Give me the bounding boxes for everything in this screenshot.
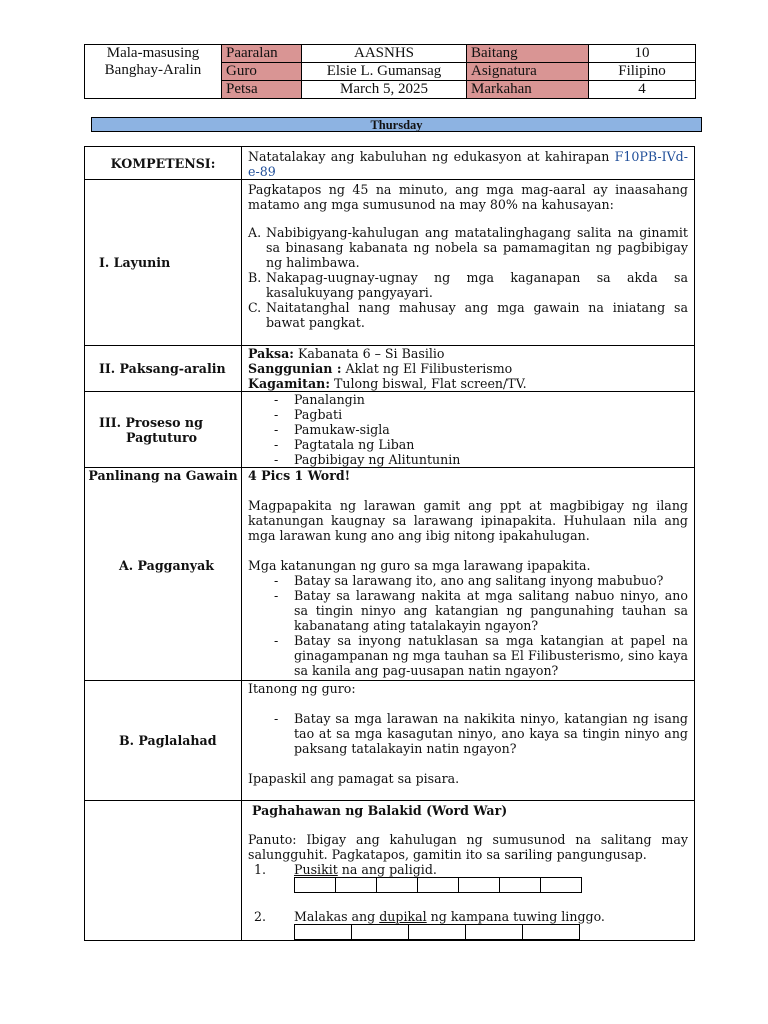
header-table [84,44,696,99]
asignatura-label: Asignatura [467,63,589,81]
list-item: C. Naitatanghal nang mahusay ang mga gawain na iniatang sa bawat pangkat. [248,300,688,330]
layunin-cell [242,180,695,346]
paksang-aralin-label: II. Paksang-aralin [85,346,242,392]
markahan-value: 4 [589,81,696,99]
layunin-list [248,225,688,330]
asignatura-value: Filipino [589,63,696,81]
kompetensi-code: F10PB-IVd-e-89 [248,149,688,179]
baitang-label: Baitang [467,45,589,63]
paksang-aralin-cell: Paksa: Kabanata 6 – Si Basilio Sanggunian : Aklat ng El Filibusterismo Kagamitan: Tulong biswal, Flat screen/TV. [242,346,695,392]
pagganyak-cell [242,468,695,681]
list-item: - Batay sa inyong natuklasan sa mga katangian at papel na ginagampanan ng mga tauhan sa El Filibusterismo, sino kaya sa kanila ang pag-uusapan natin ngayon? [274,633,688,678]
list-item: - Pagbati [274,407,688,422]
list-item: B. Nakapag-uugnay-ugnay ng mga kaganapan sa akda sa kasalukuyang pangyayari. [248,270,688,300]
balakid-item-2: 2. Malakas ang dupikal ng kampana tuwing linggo. [254,909,605,924]
kompetensi-label: KOMPETENSI: [85,147,242,180]
lesson-plan-table [84,146,695,941]
petsa-value: March 5, 2025 [302,81,467,99]
kompetensi-text: Natatalakay ang kabuluhan ng edukasyon at kahirapan [248,149,610,164]
proseso-list [248,392,688,467]
proseso-label: III. Proseso ng Pagtuturo [85,392,242,468]
kompetensi-cell [242,147,695,180]
guro-value: Elsie L. Gumansag [302,63,467,81]
list-item: A. Nabibigyang-kahulugan ang matatalinghagang salita na ginamit sa binasang kabanata ng nobela sa pamamagitan ng pagbibigay ng halimbawa. [248,225,688,270]
balakid-title: Paghahawan ng Balakid (Word War) [252,803,508,818]
layunin-intro: Pagkatapos ng 45 na minuto, ang mga mag-aaral ay inaasahang matamo ang mga sumusunod na may 80% na kahusayan: [248,182,688,212]
balakid-label-cell [85,801,242,941]
paaralan-value: AASNHS [302,45,467,63]
paglalahad-cell [242,681,695,801]
balakid-panuto: Panuto: Ibigay ang kahulugan ng sumusunod na salitang may salungguhit. Pagkatapos, gamitin ito sa sariling pangungusap. [248,832,688,862]
list-item: - Pagbibigay ng Alituntunin [274,452,688,467]
pagganyak-para1: Magpapakita ng larawan gamit ang ppt at magbibigay ng ilang katanungan kaugnay sa larawang ipinapakita. Huhulaan nila ang mga larawan kung ano ang ibig nitong ipakahulugan. [248,498,688,543]
answer-boxes-1[interactable] [294,877,582,893]
list-item: - Batay sa mga larawan na nakikita ninyo, katangian ng isang tao at sa mga kasagutan ninyo, ano kaya sa tingin ninyo ang paksang tatalakayin natin ngayon? [274,711,688,756]
list-item: - Pamukaw-sigla [274,422,688,437]
panlinang-label: Panlinang na Gawain [88,468,238,483]
balakid-cell [242,801,695,941]
layunin-label: I. Layunin [85,180,242,346]
pagganyak-title: 4 Pics 1 Word! [248,468,351,483]
markahan-label: Markahan [467,81,589,99]
answer-boxes-2[interactable] [294,924,580,940]
pagganyak-label-cell [85,468,242,681]
paglalahad-label: B. Paglalahad [85,681,242,801]
list-item: - Panalangin [274,392,688,407]
paglalahad-questions [248,711,688,756]
proseso-cell [242,392,695,468]
baitang-value: 10 [589,45,696,63]
paglalahad-closing: Ipapaskil ang pamagat sa pisara. [248,771,460,786]
petsa-label: Petsa [222,81,302,99]
paaralan-label: Paaralan [222,45,302,63]
doc-type: Mala-masusing Banghay-Aralin [85,45,222,99]
list-item: - Pagtatala ng Liban [274,437,688,452]
pagganyak-questions [248,573,688,678]
list-item: - Batay sa larawang ito, ano ang salitang inyong mabubuo? [274,573,688,588]
paglalahad-intro: Itanong ng guro: [248,681,356,696]
pagganyak-label: A. Pagganyak [119,558,214,573]
guro-label: Guro [222,63,302,81]
day-banner: Thursday [91,117,702,132]
pagganyak-para2: Mga katanungan ng guro sa mga larawang ipapakita. [248,558,591,573]
balakid-item-1: 1. Pusikit na ang paligid. [254,862,437,877]
list-item: - Batay sa larawang nakita at mga salitang nabuo ninyo, ano sa tingin ninyo ang katangian ng pangunahing tauhan sa kabanatang ating tatalakayin ngayon? [274,588,688,633]
